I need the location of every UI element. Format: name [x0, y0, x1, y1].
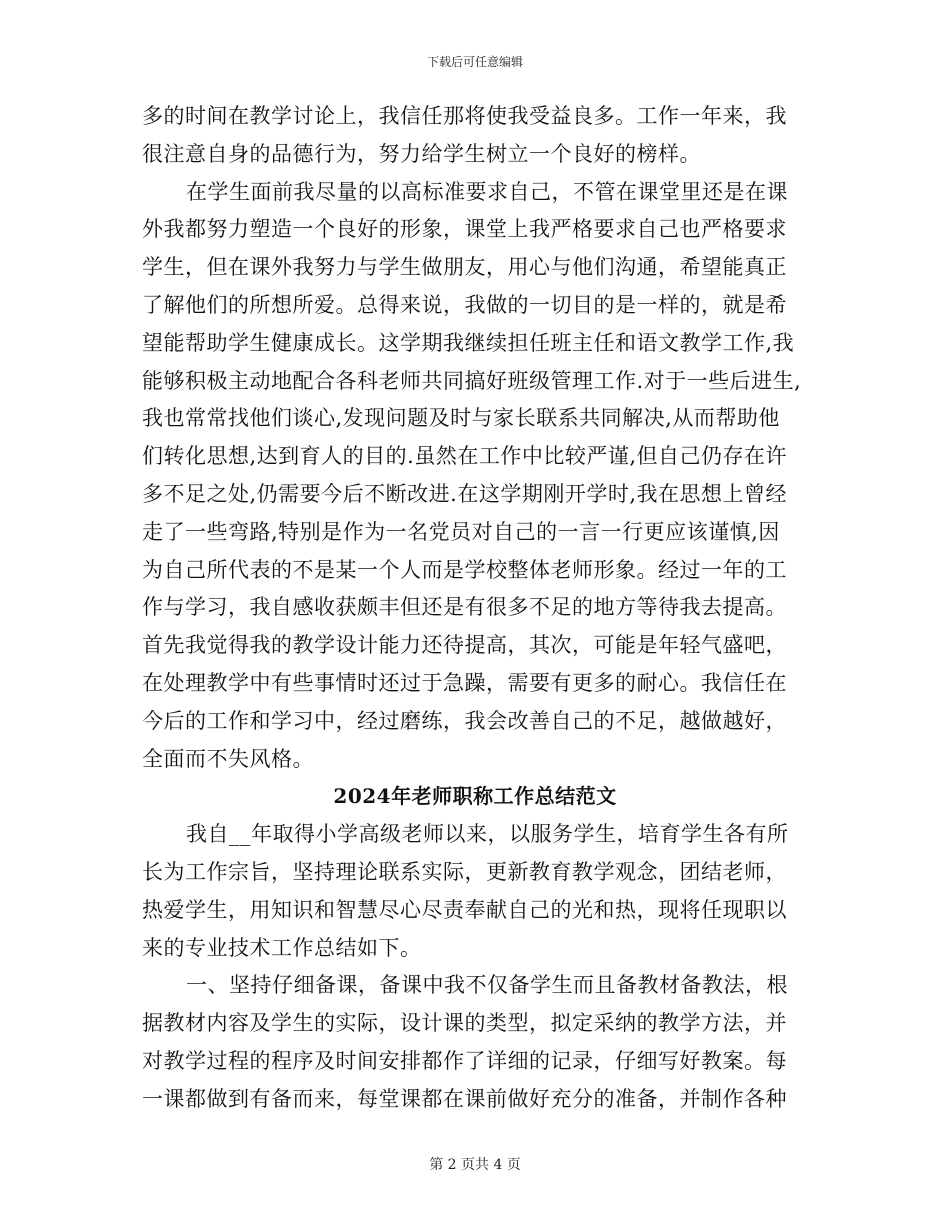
text-line: 首先我觉得我的教学设计能力还待提高，其次，可能是年轻气盛吧， — [142, 633, 787, 658]
text-line: 能够积极主动地配合各科老师共同搞好班级管理工作.对于一些后进生, — [142, 368, 802, 393]
text-line: 很注意自身的品德行为，努力给学生树立一个良好的榜样。 — [142, 141, 701, 166]
text-line: 在处理教学中有些事情时还过于急躁，需要有更多的耐心。我信任在 — [142, 670, 787, 695]
text-line: 全面而不失风格。 — [142, 746, 314, 771]
text-line: 走了一些弯路,特别是作为一名党员对自己的一言一行更应该谨慎,因 — [142, 519, 780, 544]
text-line: 望能帮助学生健康成长。这学期我继续担任班主任和语文教学工作,我 — [142, 330, 795, 355]
text-line: 我也常常找他们谈心,发现问题及时与家长联系共同解决,从而帮助他 — [142, 406, 780, 431]
page-header: 下载后可任意编辑 — [426, 55, 523, 69]
text-line: 们转化思想,达到育人的目的.虽然在工作中比较严谨,但自己仍存在许 — [142, 444, 788, 469]
text-line: 今后的工作和学习中，经过磨练，我会改善自己的不足，越做越好， — [142, 708, 787, 733]
text-line: 在学生面前我尽量的以高标准要求自己，不管在课堂里还是在课 — [186, 179, 788, 204]
text-line: 据教材内容及学生的实际，设计课的类型，拟定采纳的教学方法，并 — [142, 1011, 787, 1036]
text-line: 来的专业技术工作总结如下。 — [142, 935, 422, 960]
text-line: 了解他们的所想所爱。总得来说，我做的一切目的是一样的，就是希 — [142, 292, 787, 317]
text-line: 多不足之处,仍需要今后不断改进.在这学期刚开学时,我在思想上曾经 — [142, 481, 788, 506]
text-line: 一课都做到有备而来，每堂课都在课前做好充分的准备，并制作各种 — [142, 1086, 787, 1111]
paragraph — [142, 174, 808, 779]
document-body — [142, 98, 808, 1119]
page-footer: 第 2 页共 4 页 — [429, 1157, 521, 1173]
text-line: 长为工作宗旨，坚持理论联系实际，更新教育教学观念，团结老师， — [142, 859, 787, 884]
paragraph — [142, 816, 808, 967]
text-line: 一、坚持仔细备课，备课中我不仅备学生而且备教材备教法，根 — [186, 973, 788, 998]
text-line: 学生，但在课外我努力与学生做朋友，用心与他们沟通，希望能真正 — [142, 255, 787, 280]
text-line: 为自己所代表的不是某一个人而是学校整体老师形象。经过一年的工 — [142, 557, 787, 582]
text-line: 热爱学生，用知识和智慧尽心尽责奉献自己的光和热，现将任现职以 — [142, 897, 787, 922]
text-line: 外我都努力塑造一个良好的形象，课堂上我严格要求自己也严格要求 — [142, 217, 787, 242]
section-title: 2024年老师职称工作总结范文 — [333, 784, 617, 809]
text-line: 作与学习，我自感收获颇丰但还是有很多不足的地方等待我去提高。 — [142, 595, 787, 620]
paragraph-continuation — [142, 98, 808, 174]
text-line: 对教学过程的程序及时间安排都作了详细的记录，仔细写好教案。每 — [142, 1048, 787, 1073]
paragraph — [142, 967, 808, 1118]
text-line: 我自__年取得小学高级老师以来，以服务学生，培育学生各有所 — [186, 822, 789, 847]
text-line: 多的时间在教学讨论上，我信任那将使我受益良多。工作一年来，我 — [142, 104, 787, 128]
